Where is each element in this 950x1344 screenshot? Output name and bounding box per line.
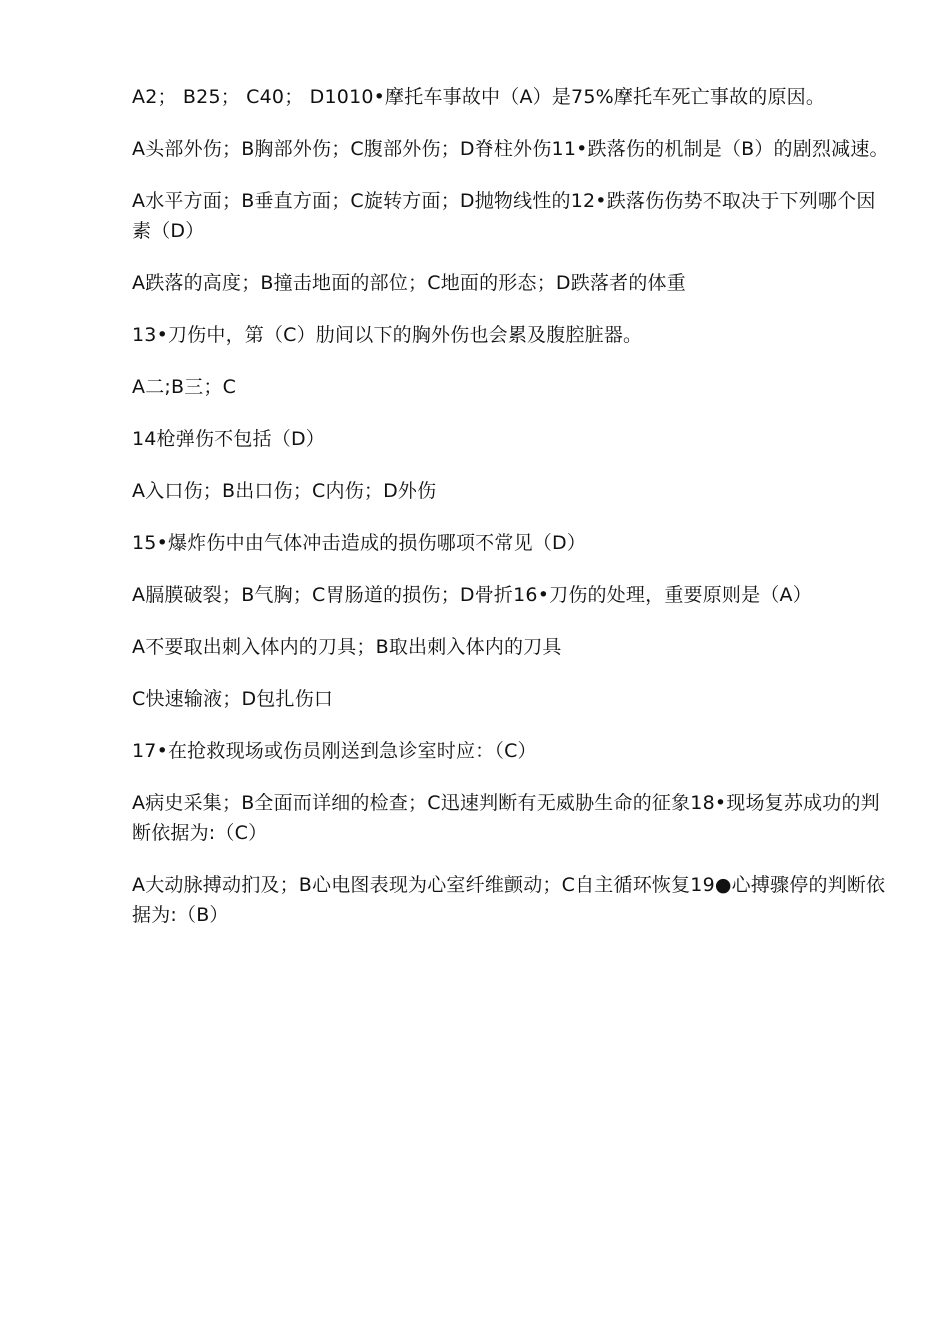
question-line: A二;B三；C (132, 376, 237, 398)
question-line: A入口伤；B出口伤；C内伤；D外伤 (132, 480, 437, 502)
question-line: C快速输液；D包扎伤口 (132, 688, 334, 710)
question-line: A跌落的高度；B撞击地面的部位；C地面的形态；D跌落者的体重 (132, 272, 686, 294)
question-line: 14枪弹伤不包括（D） (132, 428, 326, 450)
question-line: 15•爆炸伤中由气体冲击造成的损伤哪项不常见（D） (132, 532, 587, 554)
question-line: 17•在抢救现场或伤员刚送到急诊室时应：（C） (132, 740, 537, 762)
question-line: A水平方面；B垂直方面；C旋转方面；D抛物线性的12•跌落伤伤势不取决于下列哪个因素（D） (132, 190, 876, 242)
question-line: A大动脉搏动扪及；B心电图表现为心室纤维颤动；C自主循环恢复19●心搏骤停的判断依据为:（B） (132, 874, 886, 926)
question-line: A不要取出刺入体内的刀具；B取出刺入体内的刀具 (132, 636, 562, 658)
question-line: A膈膜破裂；B气胸；C胃肠道的损伤；D骨折16•刀伤的处理，重要原则是（A） (132, 584, 812, 606)
question-line: A病史采集；B全面而详细的检查；C迅速判断有无威胁生命的征象18•现场复苏成功的判断依据为:（C） (132, 792, 880, 844)
question-line: A头部外伤；B胸部外伤；C腹部外伤；D脊柱外伤11•跌落伤的机制是（B）的剧烈减速。 (132, 138, 889, 160)
document-body (132, 82, 892, 952)
question-line: A2； B25； C40； D1010•摩托车事故中（A）是75%摩托车死亡事故的原因。 (132, 86, 826, 108)
question-line: 13•刀伤中，第（C）肋间以下的胸外伤也会累及腹腔脏器。 (132, 324, 643, 346)
